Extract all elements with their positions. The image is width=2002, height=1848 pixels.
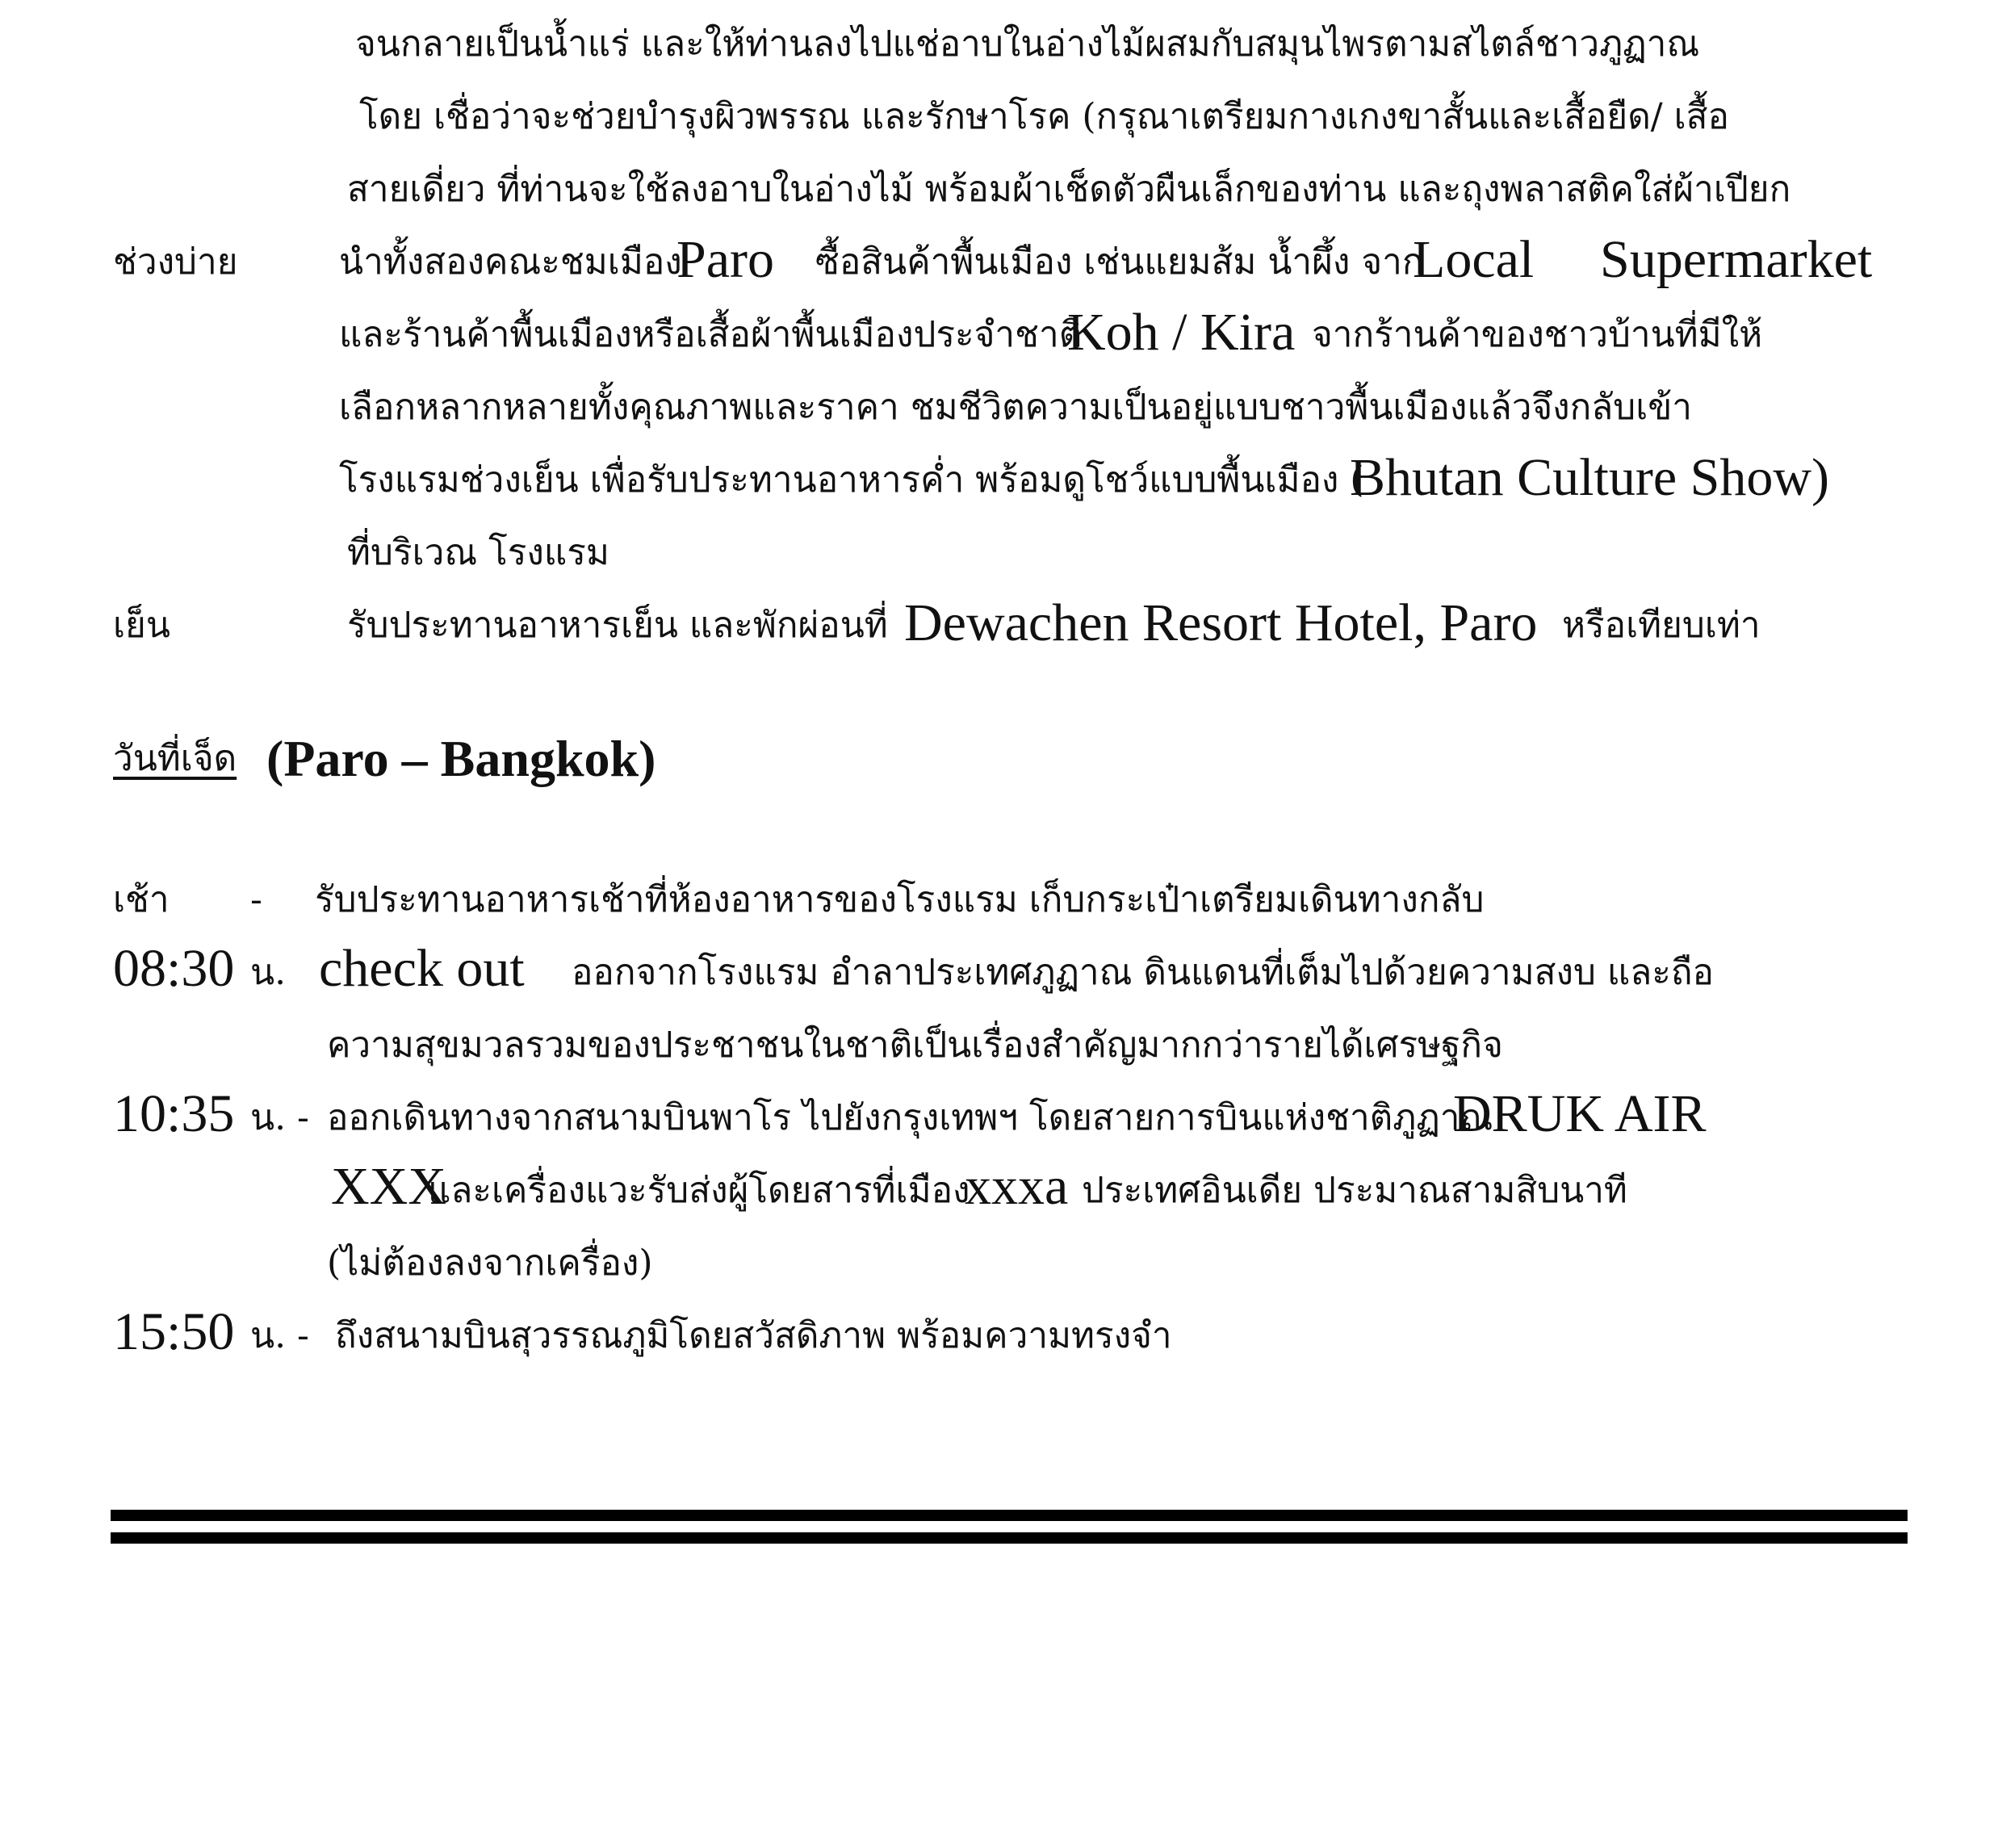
paragraph-line: ความสุขมวลรวมของประชาชนในชาติเป็นเรื่องสำคัญมากกว่ารายได้เศรษฐกิจ [327, 1025, 1503, 1066]
flight-number: XXX [331, 1157, 446, 1216]
paragraph-line: นำทั้งสองคณะชมเมือง [339, 241, 682, 283]
paragraph-line: เลือกหลากหลายทั้งคุณภาพและราคา ชมชีวิตความเป็นอยู่แบบชาวพื้นเมืองแล้วจึงกลับเข้า [339, 387, 1693, 428]
divider-rule-top [111, 1510, 1908, 1521]
show-name: Bhutan Culture Show) [1350, 448, 1829, 507]
paragraph-line: ถึงสนามบินสุวรรณภูมิโดยสวัสดิภาพ พร้อมความทรงจำ [335, 1315, 1172, 1356]
time-unit: น. - [250, 1315, 309, 1356]
time-unit: น. [250, 952, 287, 993]
store-name: Supermarket [1600, 230, 1873, 289]
time-label: 10:35 [113, 1084, 235, 1143]
day-heading-route: (Paro – Bangkok) [266, 730, 656, 787]
paragraph-line: โดย เชื่อว่าจะช่วยบำรุงผิวพรรณ และรักษาโรค (กรุณาเตรียมกางเกงขาสั้นและเสื้อยืด/ เสื้อ [359, 96, 1729, 137]
paragraph-line: ซื้อสินค้าพื้นเมือง เช่นแยมส้ม น้ำผึ้ง จาก [815, 241, 1424, 283]
paragraph-line: ประเทศอินเดีย ประมาณสามสิบนาที [1082, 1170, 1627, 1211]
day-heading-label: วันที่เจ็ด [113, 738, 237, 779]
paragraph-line: โรงแรมช่วงเย็น เพื่อรับประทานอาหารค่ำ พร้อมดูโชว์แบบพื้นเมือง ( [339, 459, 1364, 501]
checkout-text: check out [319, 939, 525, 998]
paragraph-line: รับประทานอาหารเช้าที่ห้องอาหารของโรงแรม เก็บกระเป๋าเตรียมเดินทางกลับ [315, 879, 1485, 920]
paragraph-line: และเครื่องแวะรับส่งผู้โดยสารที่เมือง [428, 1170, 970, 1211]
evening-label: เย็น [113, 605, 170, 646]
paragraph-line: ที่บริเวณ โรงแรม [347, 532, 609, 573]
time-label: 08:30 [113, 939, 235, 998]
paragraph-line: หรือเทียบเท่า [1562, 605, 1761, 646]
place-name: Paro [676, 230, 774, 289]
city-name: xxxa [965, 1157, 1069, 1216]
paragraph-line: รับประทานอาหารเย็น และพักผ่อนที่ [347, 605, 888, 646]
dash: - [250, 879, 262, 920]
paragraph-line: ออกเดินทางจากสนามบินพาโร ไปยังกรุงเทพฯ โดยสายการบินแห่งชาติภูฏาณ [327, 1097, 1493, 1138]
product-name: Koh / Kira [1067, 303, 1296, 362]
hotel-name: Dewachen Resort Hotel, Paro [904, 593, 1538, 652]
paragraph-line: สายเดี่ยว ที่ท่านจะใช้ลงอาบในอ่างไม้ พร้อมผ้าเช็ดตัวผืนเล็กของท่าน และถุงพลาสติคใส่ผ้าเปียก [347, 169, 1791, 210]
time-label: 15:50 [113, 1302, 235, 1361]
paragraph-line: ออกจากโรงแรม อำลาประเทศภูฏาณ ดินแดนที่เต็มไปด้วยความสงบ และถือ [572, 952, 1714, 993]
paragraph-line: และร้านค้าพื้นเมืองหรือเสื้อผ้าพื้นเมืองประจำชาติ [339, 314, 1083, 355]
paragraph-line: จนกลายเป็นน้ำแร่ และให้ท่านลงไปแช่อาบในอ่างไม้ผสมกับสมุนไพรตามสไตล์ชาวภูฏาณ [355, 23, 1700, 65]
afternoon-label: ช่วงบ่าย [113, 241, 238, 283]
time-unit: น. - [250, 1097, 309, 1138]
store-name: Local [1413, 230, 1535, 289]
divider-rule-bottom [111, 1532, 1908, 1544]
airline-name: DRUK AIR [1453, 1084, 1707, 1143]
paragraph-line: (ไม่ต้องลงจากเครื่อง) [327, 1242, 653, 1284]
morning-label: เช้า [113, 879, 170, 920]
paragraph-line: จากร้านค้าของชาวบ้านที่มีให้ [1312, 314, 1763, 355]
